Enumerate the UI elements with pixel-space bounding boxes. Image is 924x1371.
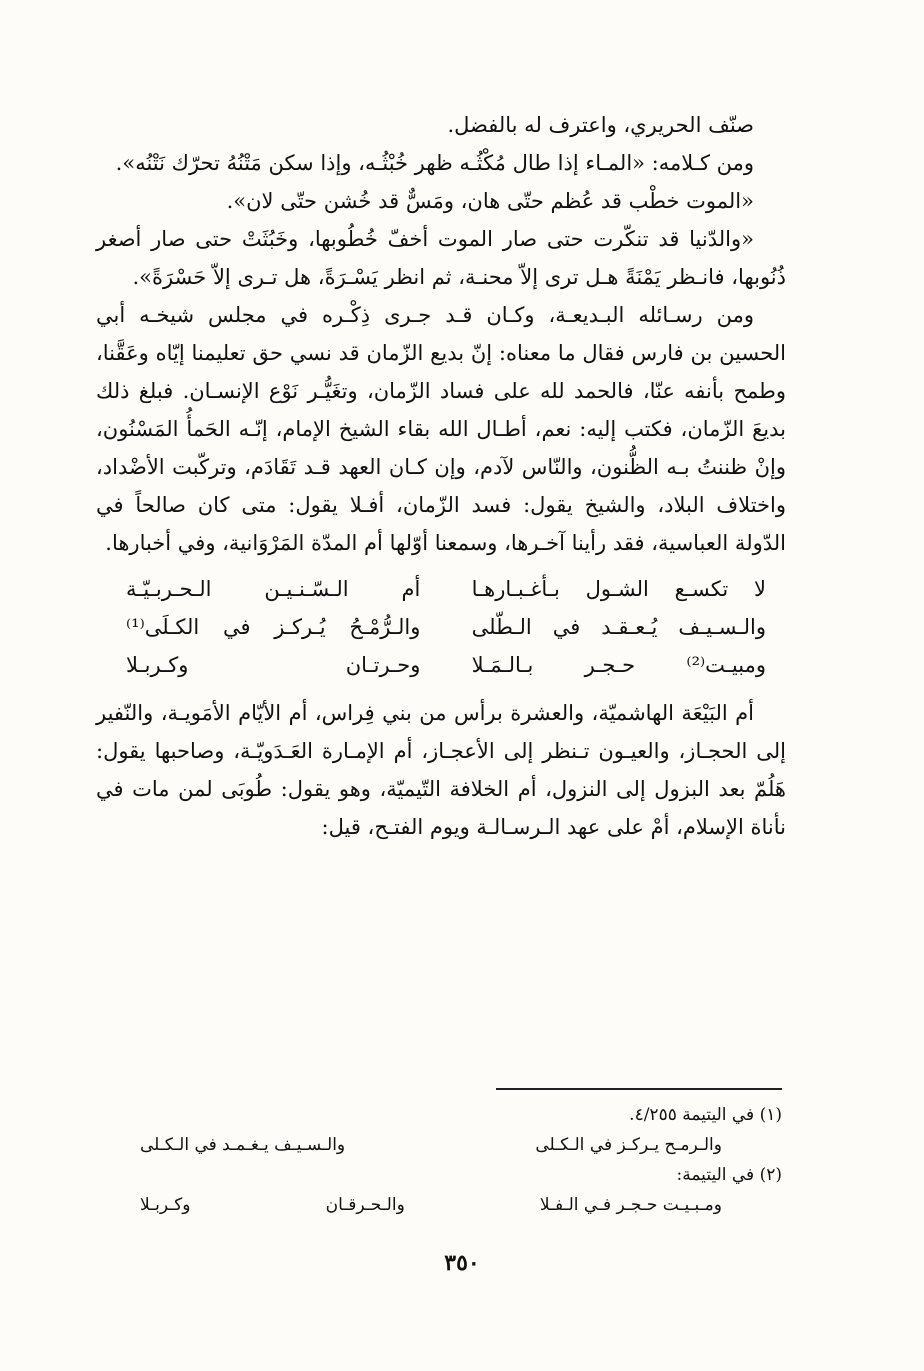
footnote-1-label: (١) في اليتيمة ٤/٢٥٥. <box>629 1105 782 1125</box>
paragraph: أم البَيْعَة الهاشميّة، والعشرة برأس من بني فِراس، أم الأيّام الأمَويـة، والنّفير إلى الحجـاز، والعيـون تـنظر إلى الأعجـاز، أم الإمـارة العَـدَويّـة، وصاحبها يقول: هَلُمّ بعد البزول إلى النزول، أم الخلافة التّيميّة، وهو يقول: طُوبَى لمن مات في نأناة الإسلام، أمْ على عهد الـرسـالـة ويوم الفتـح، قيل: <box>96 701 786 839</box>
footnote-hemistich: ومـبـيـت حـجـر فـي الـفـلا <box>539 1195 722 1215</box>
verse-first-hemistich: ومبيـت⁽²⁾ حـجـر بـالـمَـلا <box>471 653 766 677</box>
page-number: ٣٥٠ <box>444 1250 480 1276</box>
verse-second-hemistich: وحـرتـان وكـربـلا <box>126 653 421 677</box>
poem-verse <box>96 570 786 608</box>
verse-second-hemistich: أم الـسّـنـيـن الـحـربـيّـة <box>126 577 421 601</box>
poem-verse <box>96 646 786 684</box>
verse-second-hemistich: والـرُّمْـحُ يُـركـز في الكـلَى⁽¹⁾ <box>126 615 421 639</box>
paragraph: ومن كـلامه: «المـاء إذا طال مُكْثُـه ظهر خُبْثُـه، وإذا سكن مَتْنُهُ تحرّك نَتْنُه». <box>115 151 754 175</box>
paragraph: «والدّنيا قد تنكّرت حتى صار الموت أخفّ خُطُوبها، وخَبُثَتْ حتى صار أصغر ذُنُوبها، فانـظر يَمْنَةً هـل ترى إلاّ محنـة، ثم انظر يَسْـرَةً، هل تـرى إلاّ حَسْرَةً». <box>96 227 786 289</box>
paragraph: «الموت خطْب قد عُظم حتّى هان، ومَسٌّ قد خُشن حتّى لان». <box>226 189 754 213</box>
verse-first-hemistich: لا تكسـع الشـول بـأغـبـارهـا <box>471 577 766 601</box>
paragraph: ومن رسـائله البـديعـة، وكـان قـد جـرى ذِكْـره في مجلس شيخـه أبي الحسين بن فارس فقال ما معناه: إنّ بديع الزّمان قد نسي حق تعليمنا إيّاه وعَقَّنا، وطمح بأنفه عنّا، فالحمد لله على فساد الزّمان، وتغَيُّـر نَوْع الإنسـان. فبلغ ذلك بديعَ الزّمان، فكتب إليه: نعم، أطـال الله بقاء الشيخ الإمام، إنّـه الحَمأُ المَسْنُون، وإنْ ظننتُ بـه الظُّنون، والنّاس لآدم، وإن كـان العهد قـد تَقَادَم، وتركّبت الأضْداد، واختلاف البلاد، والشيخ يقول: فسد الزّمان، أفـلا يقول: متى كان صالحاً في الدّولة العباسية، فقد رأينا آخـرها، وسمعنا أوّلها أم المدّة المَرْوَانية، وفي أخبارها. <box>96 303 786 555</box>
footnote-hemistich: والـسـيـف يـغـمـد في الـكـلى <box>140 1135 346 1155</box>
poem <box>96 570 786 684</box>
main-text <box>96 106 786 846</box>
footnote-divider <box>496 1088 782 1090</box>
footnote-hemistich: والـرمـح يـركـز في الـكـلى <box>535 1135 722 1155</box>
footnotes <box>120 1100 782 1220</box>
paragraph: صنّف الحريري، واعترف له بالفضل. <box>447 113 754 137</box>
verse-first-hemistich: والـسـيـف يُـعـقـد في الـطّلى <box>471 615 766 639</box>
footnote-1-verse <box>120 1130 782 1160</box>
poem-verse <box>96 608 786 646</box>
footnote-hemistich: وكـربـلا <box>140 1195 191 1215</box>
footnote-2-verse <box>120 1190 782 1220</box>
footnote-hemistich: والـحـرقـان <box>325 1195 405 1215</box>
footnote-2-label: (٢) في اليتيمة: <box>676 1165 782 1185</box>
